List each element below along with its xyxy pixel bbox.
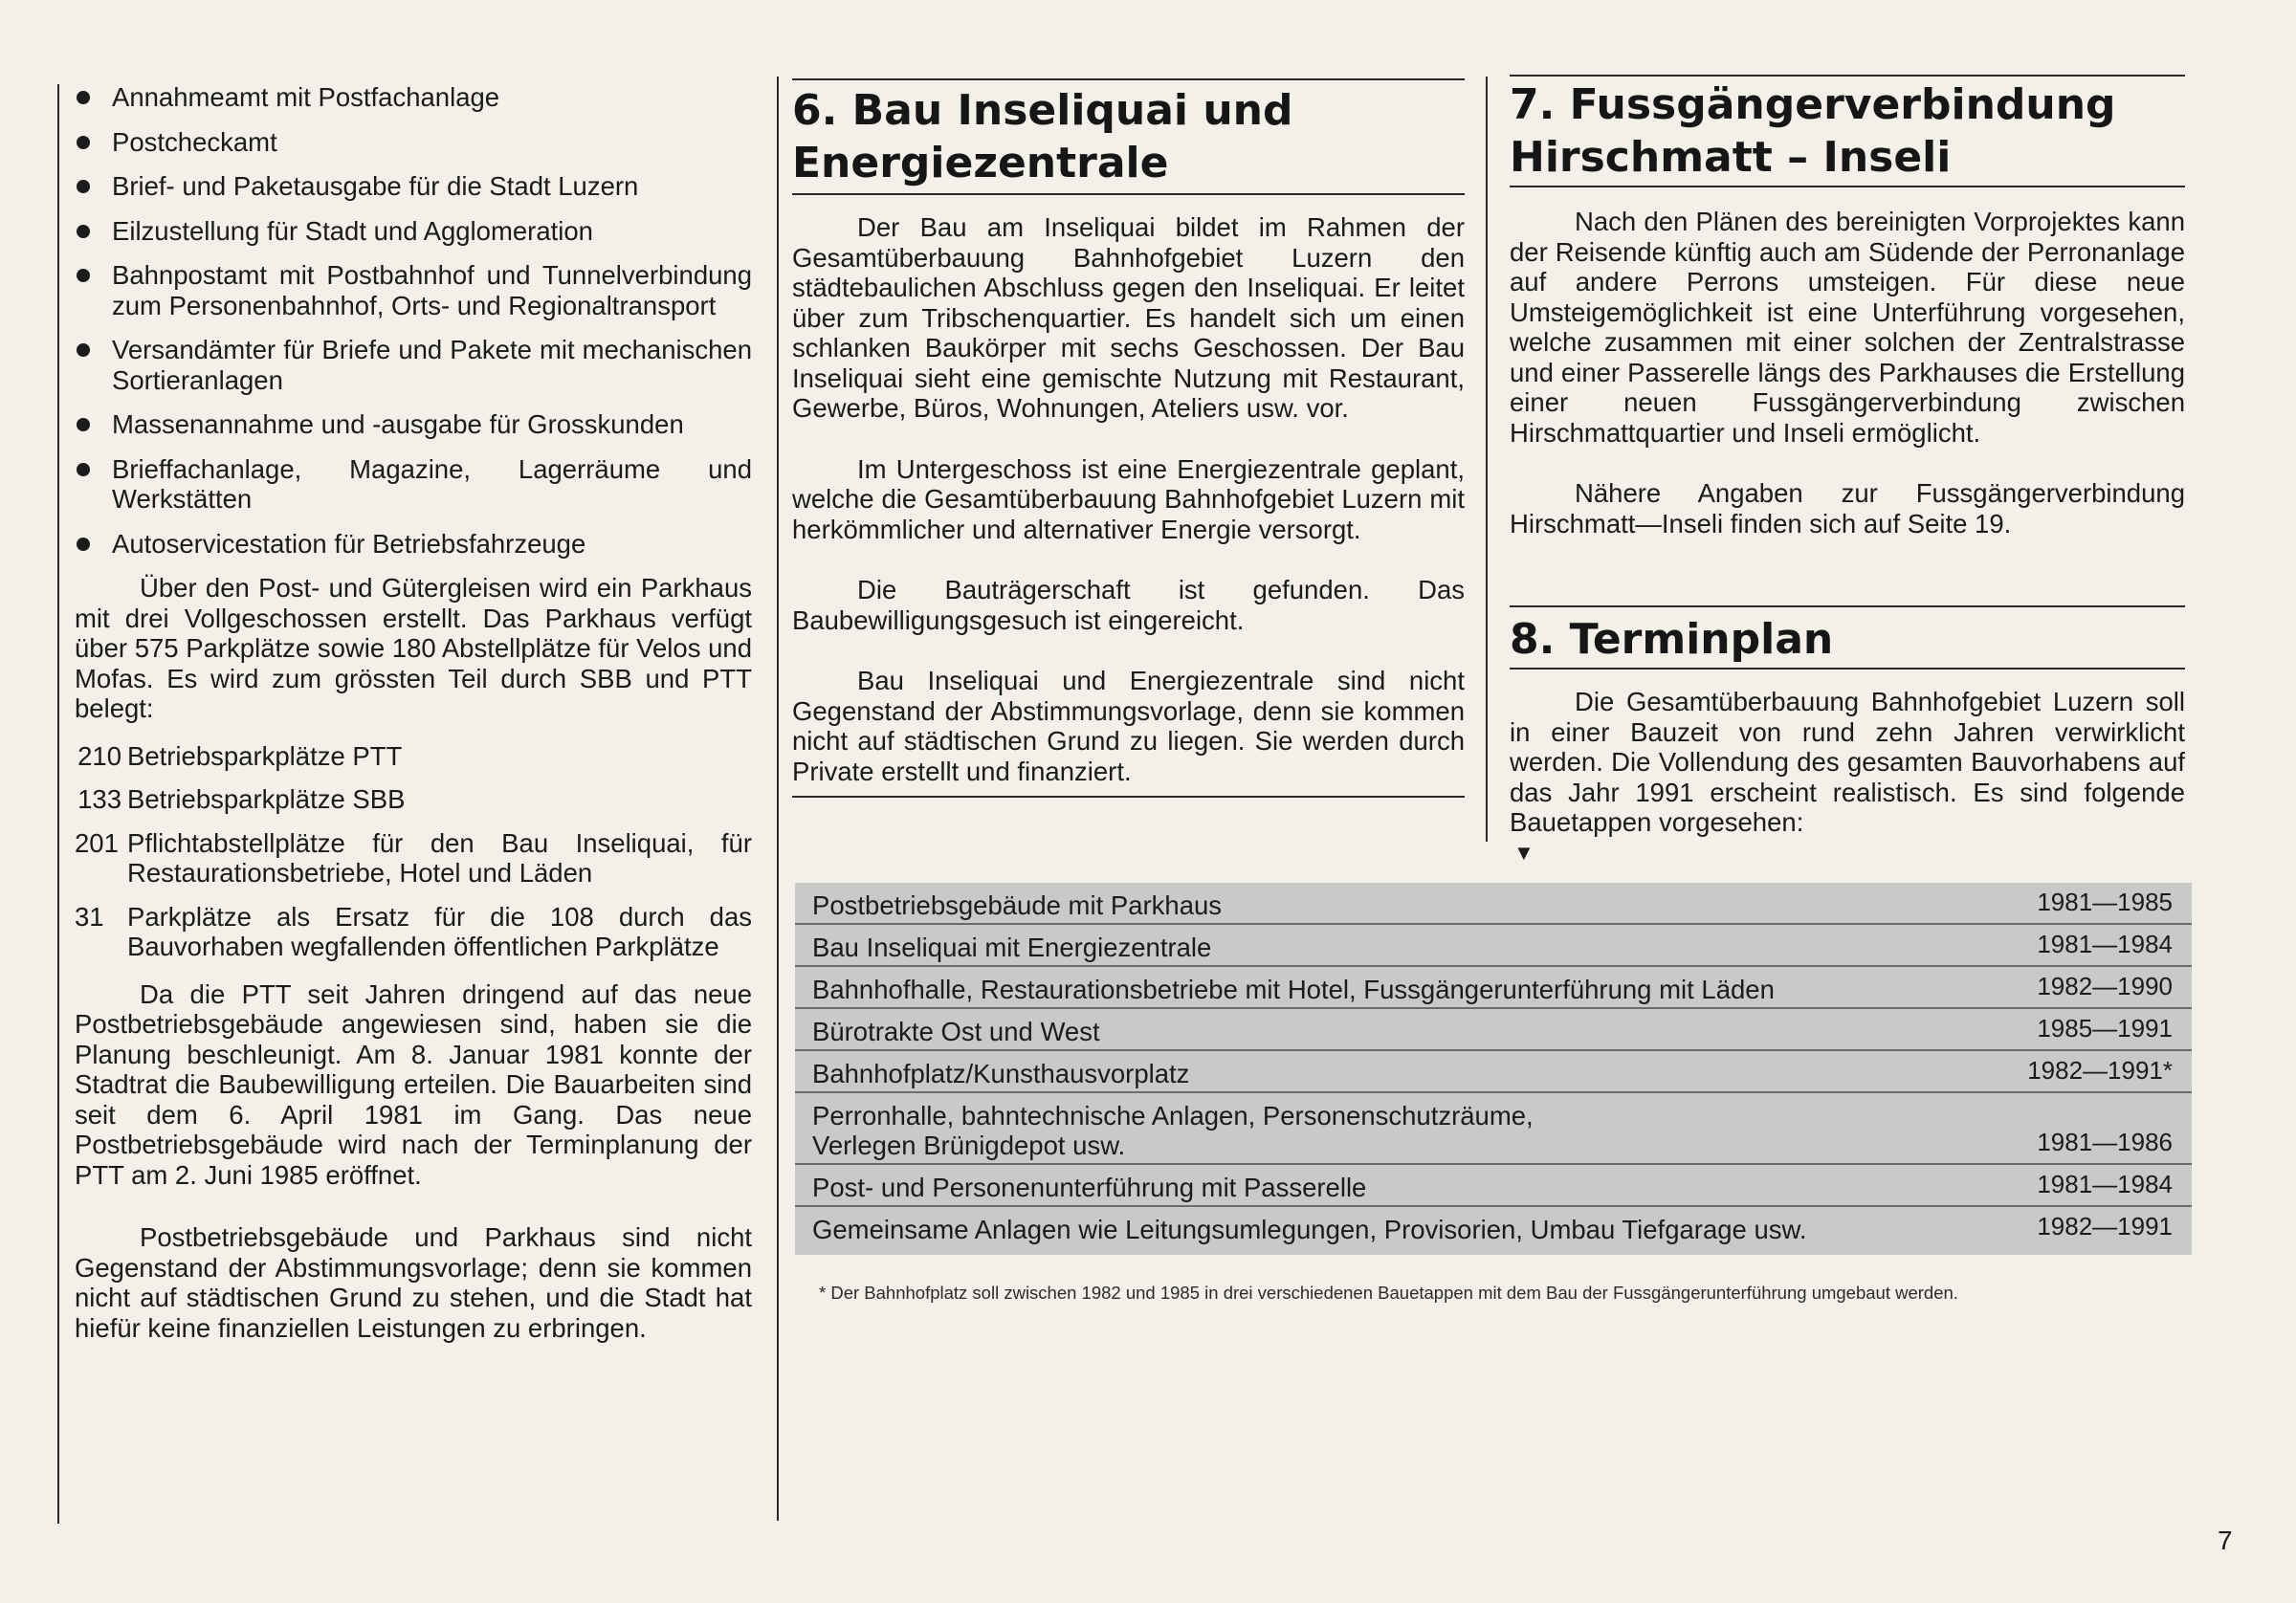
heading-rule-bottom bbox=[1510, 186, 2185, 187]
energy-paragraph: Im Untergeschoss ist eine Energiezentrale geplant, welche die Gesamtüberbauung Bahnhofgebiet Luzern mit herkömmlicher und alternativer Energie versorgt. bbox=[792, 453, 1465, 544]
reference-paragraph: Nähere Angaben zur Fussgängerverbindung Hirschmatt—Inseli finden sich auf Seite 19. bbox=[1510, 478, 2185, 538]
bullet-icon bbox=[77, 463, 90, 476]
heading-rule-bottom bbox=[792, 193, 1465, 195]
section-6-title: 6. Bau Inseliquai und Energiezentrale bbox=[792, 86, 1293, 187]
list-item: Eilzustellung für Stadt und Agglomeration bbox=[75, 216, 752, 247]
inseliquai-paragraph: Der Bau am Inseliquai bildet im Rahmen der Gesamtüberbauung Bahnhofgebiet Luzern den städtebaulichen Abschluss gegen den Inseliquai. Er leitet über zum Tribschenquartier. Es handelt sich um einen schlanken Baukörper mit sechs Geschossen. Der Bau Inseliquai sieht eine gemischte Nutzung mit Restaurant, Gewerbe, Büros, Wohnungen, Ateliers usw. vor. bbox=[792, 212, 1465, 423]
list-item: Massenannahme und -ausgabe für Grosskunden bbox=[75, 409, 752, 440]
section-end-rule bbox=[792, 796, 1465, 798]
table-row: Postbetriebsgebäude mit Parkhaus 1981—1985 bbox=[795, 883, 2192, 925]
table-row: Bau Inseliquai mit Energiezentrale 1981—1984 bbox=[795, 925, 2192, 967]
bullet-icon bbox=[77, 136, 90, 149]
page-number: 7 bbox=[2218, 1526, 2233, 1555]
list-item: 210 Betriebsparkplätze PTT bbox=[77, 740, 403, 771]
heading-rule-top bbox=[1510, 75, 2185, 77]
list-item: 201 Pflichtabstellplätze für den Bau Inseliquai, für Restaurationsbetriebe, Hotel und Läden bbox=[75, 827, 752, 888]
list-item: 133 Betriebsparkplätze SBB bbox=[77, 784, 406, 814]
list-item: Brieffachanlage, Magazine, Lagerräume und Werkstätten bbox=[75, 454, 752, 515]
section-8 bbox=[1510, 605, 2185, 838]
table-row: Gemeinsame Anlagen wie Leitungsumlegungen, Provisorien, Umbau Tiefgarage usw. 1982—1991 bbox=[812, 1212, 2173, 1244]
list-item: Bahnpostamt mit Postbahnhof und Tunnelverbindung zum Personenbahnhof, Orts- und Regionaltransport bbox=[75, 260, 752, 320]
column-rule-left bbox=[57, 84, 59, 1524]
bullet-icon bbox=[77, 180, 90, 193]
column-rule-right bbox=[1486, 77, 1488, 842]
heading-rule-top bbox=[792, 78, 1465, 80]
arrow-down-icon: ▼ bbox=[1513, 841, 1534, 865]
list-item: Autoservicestation für Betriebsfahrzeuge bbox=[75, 529, 752, 560]
facility-list bbox=[75, 82, 752, 559]
planning-paragraph: Da die PTT seit Jahren dringend auf das neue Postbetriebsgebäude angewiesen sind, haben sie die Planung beschleunigt. Am 8. Januar 1981 konnte der Stadtrat die Baubewilligung erteilen. Die Bauarbeiten sind seit dem 6. April 1981 im Gang. Das neue Postbetriebsgebäude wird nach der Terminplanung der PTT am 2. Juni 1985 eröffnet. bbox=[75, 978, 752, 1190]
bullet-icon bbox=[77, 91, 90, 104]
schedule-table bbox=[795, 883, 2192, 1255]
list-item: Annahmeamt mit Postfachanlage bbox=[75, 82, 752, 113]
funding-paragraph: Postbetriebsgebäude und Parkhaus sind nicht Gegenstand der Abstimmungsvorlage; denn sie kommen nicht auf städtischen Grund zu stehen, und die Stadt hat hiefür keine finanziellen Leistungen zu erbringen. bbox=[75, 1222, 752, 1343]
list-item: Versandämter für Briefe und Pakete mit mechanischen Sortieranlagen bbox=[75, 335, 752, 395]
bullet-icon bbox=[77, 269, 90, 282]
heading-rule-top bbox=[1510, 605, 2185, 607]
table-row: Bürotrakte Ost und West 1985—1991 bbox=[795, 1009, 2192, 1051]
table-row: Post- und Personenunterführung mit Passerelle 1981—1984 bbox=[795, 1165, 2192, 1207]
bullet-icon bbox=[77, 343, 90, 357]
parking-paragraph: Über den Post- und Gütergleisen wird ein Parkhaus mit drei Vollgeschossen erstellt. Das Parkhaus verfügt über 575 Parkplätze sowie 180 Abstellplätze für Velos und Mofas. Es wird zum grössten Teil durch SBB und PTT belegt: bbox=[75, 573, 752, 723]
table-row: Bahnhofplatz/Kunsthausvorplatz 1982—1991* bbox=[795, 1051, 2192, 1093]
footpath-paragraph: Nach den Plänen des bereinigten Vorprojektes kann der Reisende künftig auch am Südende der Perronanlage auf andere Perrons umsteigen. Für diese neue Umsteigemöglichkeit ist eine Unterführung vorgesehen, welche zusammen mit einer solchen der Zentralstrasse und einer Passerelle längs des Parkhauses die Erstellung einer neuen Fussgängerverbindung zwischen Hirschmattquartier und Inseli ermöglicht. bbox=[1510, 207, 2185, 448]
section-6 bbox=[792, 78, 1465, 798]
section-7 bbox=[1510, 75, 2185, 538]
section-7-title: 7. Fussgängerverbindung Hirschmatt – Inseli bbox=[1510, 80, 2116, 182]
bullet-icon bbox=[77, 538, 90, 551]
parking-list bbox=[75, 741, 752, 962]
schedule-intro-paragraph: Die Gesamtüberbauung Bahnhofgebiet Luzern soll in einer Bauzeit von rund zehn Jahren verwirklicht werden. Die Vollendung des gesamten Bauvorhabens auf das Jahr 1991 erscheint realistisch. Es sind folgende Bauetappen vorgesehen: bbox=[1510, 687, 2185, 837]
list-item: Postcheckamt bbox=[75, 127, 752, 158]
section-8-title: 8. Terminplan bbox=[1510, 615, 1834, 664]
list-item: 31 Parkplätze als Ersatz für die 108 durch das Bauvorhaben wegfallenden öffentlichen Parkplätze bbox=[75, 901, 752, 961]
column-rule-middle bbox=[777, 77, 779, 1521]
sponsor-paragraph: Die Bauträgerschaft ist gefunden. Das Baubewilligungsgesuch ist eingereicht. bbox=[792, 575, 1465, 635]
private-paragraph: Bau Inseliquai und Energiezentrale sind nicht Gegenstand der Abstimmungsvorlage, denn sie kommen nicht auf städtischen Grund zu liegen. Sie werden durch Private erstellt und finanziert. bbox=[792, 666, 1465, 786]
column-1 bbox=[75, 82, 752, 1343]
table-row: Perronhalle, bahntechnische Anlagen, Personenschutzräume, Verlegen Brünigdepot usw. 1981—1986 bbox=[795, 1093, 2192, 1165]
bullet-icon bbox=[77, 225, 90, 238]
footnote: * Der Bahnhofplatz soll zwischen 1982 und 1985 in drei verschiedenen Bauetappen mit dem Bau der Fussgängerunterführung umgebaut werden. bbox=[819, 1283, 1958, 1303]
table-row: Bahnhofhalle, Restaurationsbetriebe mit Hotel, Fussgängerunterführung mit Läden 1982—1990 bbox=[795, 967, 2192, 1009]
list-item: Brief- und Paketausgabe für die Stadt Luzern bbox=[75, 171, 752, 202]
bullet-icon bbox=[77, 418, 90, 431]
heading-rule-bottom bbox=[1510, 668, 2185, 670]
